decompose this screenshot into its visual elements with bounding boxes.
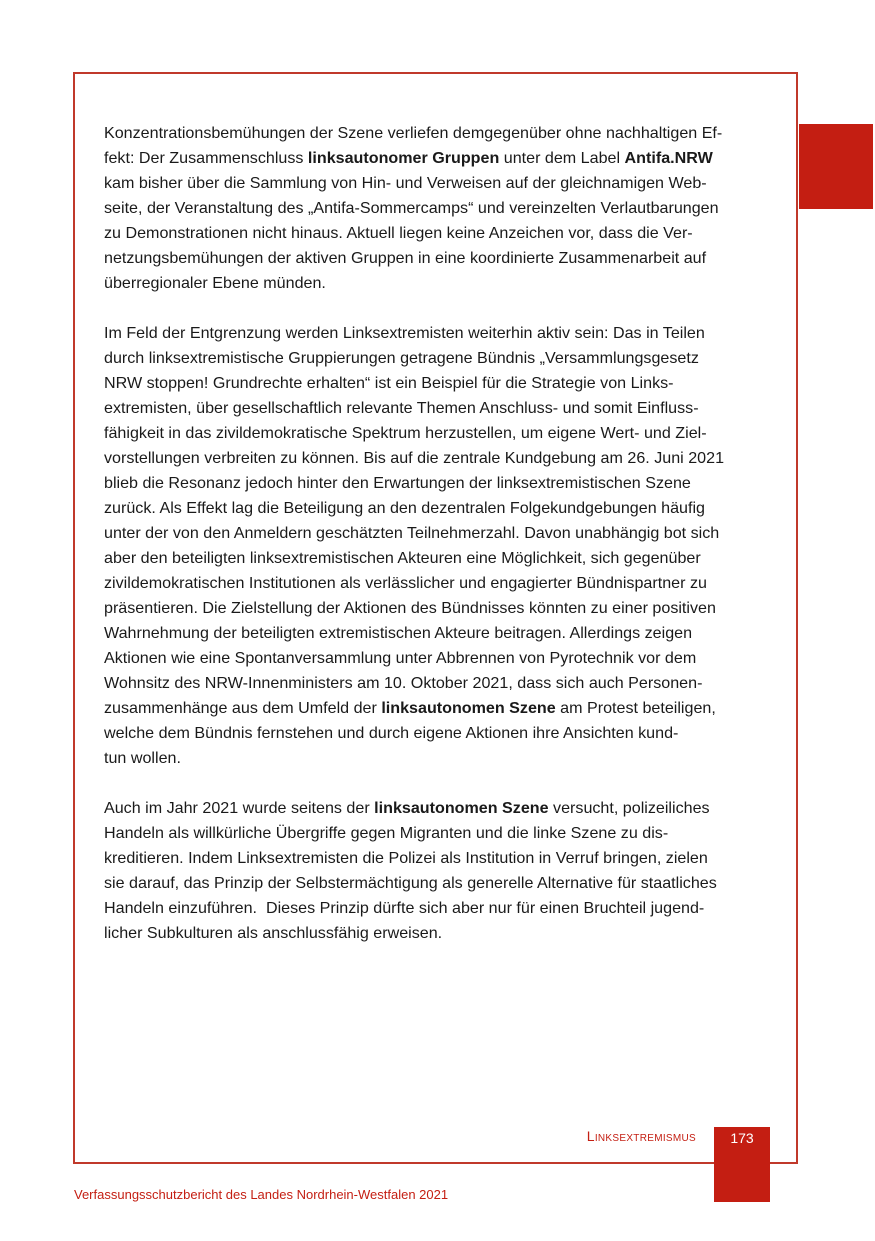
paragraph-3 bbox=[104, 796, 768, 946]
text-line: blieb die Resonanz jedoch hinter den Erwartungen der linksextremistischen Szene bbox=[104, 474, 691, 492]
paragraph-2 bbox=[104, 321, 768, 771]
text-line: zusammenhänge aus dem Umfeld der linksautonomen Szene am Protest beteiligen, bbox=[104, 699, 716, 717]
text-line: extremisten, über gesellschaftlich relevante Themen Anschluss- und somit Einfluss- bbox=[104, 399, 699, 417]
bold-term: linksautonomen Szene bbox=[381, 699, 556, 717]
text-line: präsentieren. Die Zielstellung der Aktionen des Bündnisses könnten zu einer positiven bbox=[104, 599, 716, 617]
text-line: zurück. Als Effekt lag die Beteiligung an den dezentralen Folgekundgebungen häufig bbox=[104, 499, 705, 517]
text-line: netzungsbemühungen der aktiven Gruppen in eine koordinierte Zusammenarbeit auf bbox=[104, 249, 707, 267]
paragraph-1 bbox=[104, 121, 768, 296]
text-line: vorstellungen verbreiten zu können. Bis auf die zentrale Kundgebung am 26. Juni 2021 bbox=[104, 449, 725, 467]
footer-title: Verfassungsschutzbericht des Landes Nordrhein-Westfalen 2021 bbox=[74, 1187, 449, 1202]
bold-term: linksautonomen Szene bbox=[374, 799, 549, 817]
text-line: welche dem Bündnis fernstehen und durch eigene Aktionen ihre Ansichten kund- bbox=[104, 724, 679, 742]
chapter-side-tab bbox=[799, 124, 873, 209]
body-text bbox=[104, 121, 768, 946]
text-line: kreditieren. Indem Linksextremisten die Polizei als Institution in Verruf bringen, zielen bbox=[104, 849, 708, 867]
text-line: Wahrnehmung der beteiligten extremistischen Akteure beitragen. Allerdings zeigen bbox=[104, 624, 693, 642]
text-line: sie darauf, das Prinzip der Selbstermächtigung als generelle Alternative für staatliches bbox=[104, 874, 717, 892]
text-line: Auch im Jahr 2021 wurde seitens der linksautonomen Szene versucht, polizeiliches bbox=[104, 799, 710, 817]
text-line: zu Demonstrationen nicht hinaus. Aktuell liegen keine Anzeichen vor, dass die Ver- bbox=[104, 224, 693, 242]
text-line: tun wollen. bbox=[104, 749, 181, 767]
text-line: zivildemokratischen Institutionen als verlässlicher und engagierter Bündnispartner zu bbox=[104, 574, 707, 592]
text-line: durch linksextremistische Gruppierungen getragene Bündnis „Versammlungsgesetz bbox=[104, 349, 699, 367]
text-line: Im Feld der Entgrenzung werden Linksextremisten weiterhin aktiv sein: Das in Teilen bbox=[104, 324, 705, 342]
text-line: Wohnsitz des NRW-Innenministers am 10. Oktober 2021, dass sich auch Personen- bbox=[104, 674, 703, 692]
text-line: NRW stoppen! Grundrechte erhalten“ ist ein Beispiel für die Strategie von Links- bbox=[104, 374, 674, 392]
bold-term: linksautonomer Gruppen bbox=[307, 149, 500, 167]
text-line: Konzentrationsbemühungen der Szene verliefen demgegenüber ohne nachhaltigen Ef- bbox=[104, 124, 723, 142]
text-line: licher Subkulturen als anschlussfähig erweisen. bbox=[104, 924, 443, 942]
text-line: Aktionen wie eine Spontanversammlung unter Abbrennen von Pyrotechnik vor dem bbox=[104, 649, 697, 667]
text-line: fähigkeit in das zivildemokratische Spektrum herzustellen, um eigene Wert- und Ziel- bbox=[104, 424, 707, 442]
text-line: aber den beteiligten linksextremistischen Akteuren eine Möglichkeit, sich gegenüber bbox=[104, 549, 701, 567]
section-label: Linksextremismus bbox=[586, 1128, 696, 1144]
text-line: kam bisher über die Sammlung von Hin- und Verweisen auf der gleichnamigen Web- bbox=[104, 174, 707, 192]
text-line: unter der von den Anmeldern geschätzten Teilnehmerzahl. Davon unabhängig bot sich bbox=[104, 524, 720, 542]
bold-term: Antifa.NRW bbox=[624, 149, 713, 167]
text-line: Handeln einzuführen. Dieses Prinzip dürfte sich aber nur für einen Bruchteil jugend- bbox=[104, 899, 705, 917]
text-line: überregionaler Ebene münden. bbox=[104, 274, 326, 292]
page-number: 173 bbox=[730, 1130, 754, 1146]
text-line: Handeln als willkürliche Übergriffe gegen Migranten und die linke Szene zu dis- bbox=[104, 824, 669, 842]
text-line: fekt: Der Zusammenschluss linksautonomer Gruppen unter dem Label Antifa.NRW bbox=[104, 149, 713, 167]
text-line: seite, der Veranstaltung des „Antifa-Sommercamps“ und vereinzelten Verlautbarungen bbox=[104, 199, 719, 217]
